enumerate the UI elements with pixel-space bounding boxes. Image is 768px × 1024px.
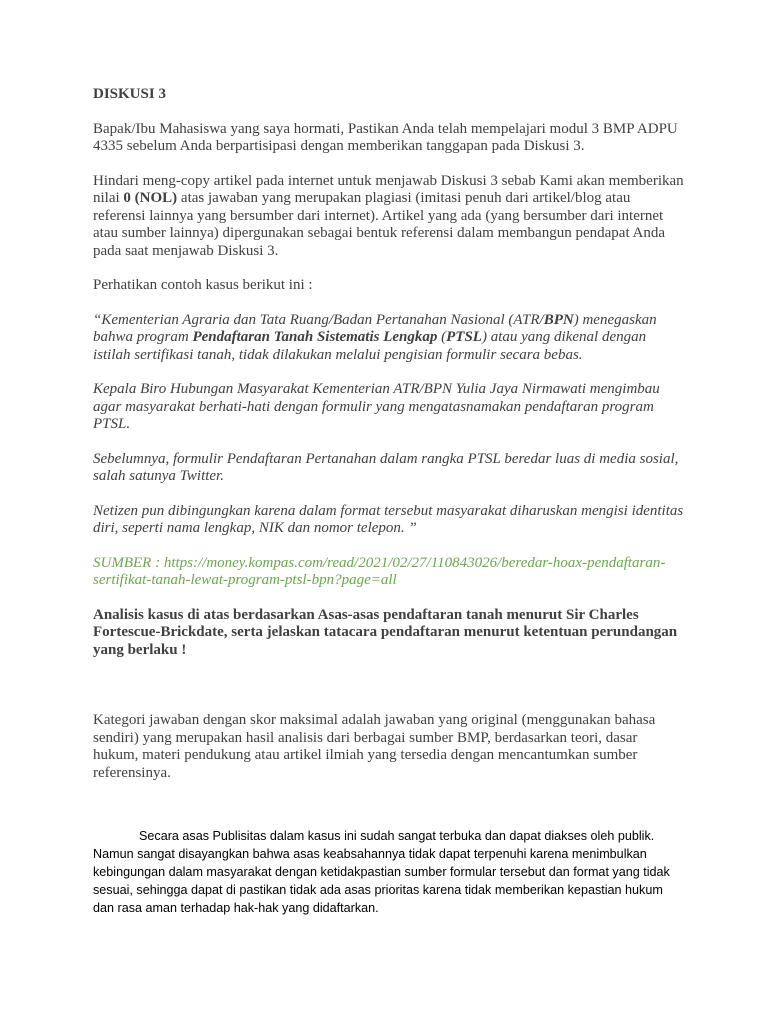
warning-paragraph — [93, 173, 685, 261]
quote-text: ( — [437, 329, 447, 345]
quote-paragraph-3: Sebelumnya, formulir Pendaftaran Pertanahan dalam rangka PTSL beredar luas di media sosial, salah satunya Twitter. — [93, 450, 679, 484]
document-title: DISKUSI 3 — [93, 86, 166, 102]
quote-text: “Kementerian Agraria dan Tata Ruang/Badan Pertanahan Nasional (ATR/ — [93, 311, 544, 328]
source-label: SUMBER : — [93, 554, 164, 571]
case-intro: Perhatikan contoh kasus berikut ini : — [93, 277, 313, 293]
quote-text: ) atau yang dikenal dengan istilah sertifikasi tanah, tidak dilakukan melalui pengisian formulir secara bebas. — [93, 329, 647, 363]
warning-text-2: atas jawaban yang merupakan plagiasi (imitasi penuh dari artikel/blog atau referensi lainnya yang bersumber dari internet). Artikel yang ada (yang bersumber dari internet atau sumber lainnya) dipergunakan sebagai bentuk referensi dalam membangun pendapat Anda pada saat menjawab Diskusi 3. — [93, 190, 666, 259]
quote-bold-bpn: BPN — [543, 311, 574, 328]
warning-zero-score: 0 (NOL) — [123, 190, 178, 206]
source-link[interactable]: https://money.kompas.com/read/2021/02/27/110843026/beredar-hoax-pendaftaran-sertifikat-tanah-lewat-program-ptsl-bpn?page=all — [93, 554, 666, 588]
quote-paragraph-2: Kepala Biro Hubungan Masyarakat Kementerian ATR/BPN Yulia Jaya Nirmawati mengimbau agar masyarakat berhati-hati dengan formulir yang mengatasnamakan pendaftaran program PTSL. — [93, 381, 660, 432]
answer-paragraph — [93, 827, 683, 917]
quote-paragraph-1 — [93, 312, 685, 365]
document-body — [93, 86, 685, 799]
quote-text: ) menegaskan bahwa program — [93, 311, 657, 345]
quote-bold-ptsl: PTSL — [446, 329, 482, 345]
source-line — [93, 555, 685, 590]
answer-text: Secara asas Publisitas dalam kasus ini sudah sangat terbuka dan dapat diakses oleh publik. Namun sangat disayangkan bahwa asas keabsahannya tidak dapat terpenuhi karena menimbulkan kebingungan dalam masyarakat dengan ketidakpastian sumber formular tersebut dan format yang tidak sesuai, sehingga dapat di pastikan tidak ada asas prioritas karena tidak memberikan kepastian hukum dan rasa aman terhadap hak-hak yang didaftarkan. — [93, 829, 670, 915]
quote-paragraph-4: Netizen pun dibingungkan karena dalam format tersebut masyarakat diharuskan mengisi identitas diri, seperti nama lengkap, NIK dan nomor telepon. ” — [93, 502, 684, 536]
discussion-question: Analisis kasus di atas berdasarkan Asas-asas pendaftaran tanah menurut Sir Charles Fortescue-Brickdate, serta jelaskan tatacara pendaftaran menurut ketentuan perundangan yang berlaku ! — [93, 606, 678, 658]
scoring-criteria: Kategori jawaban dengan skor maksimal adalah jawaban yang original (menggunakan bahasa sendiri) yang merupakan hasil analisis dari berbagai sumber BMP, berdasarkan teori, dasar hukum, materi pendukung atau artikel ilmiah yang tersedia dengan mencantumkan sumber referensinya. — [93, 712, 656, 781]
intro-paragraph: Bapak/Ibu Mahasiswa yang saya hormati, Pastikan Anda telah mempelajari modul 3 BMP ADPU 4335 sebelum Anda berpartisipasi dengan memberikan tanggapan pada Diskusi 3. — [93, 120, 678, 154]
warning-text-1: Hindari meng-copy artikel pada internet untuk menjawab Diskusi 3 sebab Kami akan memberikan nilai — [93, 172, 684, 206]
quote-bold-program: Pendaftaran Tanah Sistematis Lengkap — [192, 329, 438, 345]
